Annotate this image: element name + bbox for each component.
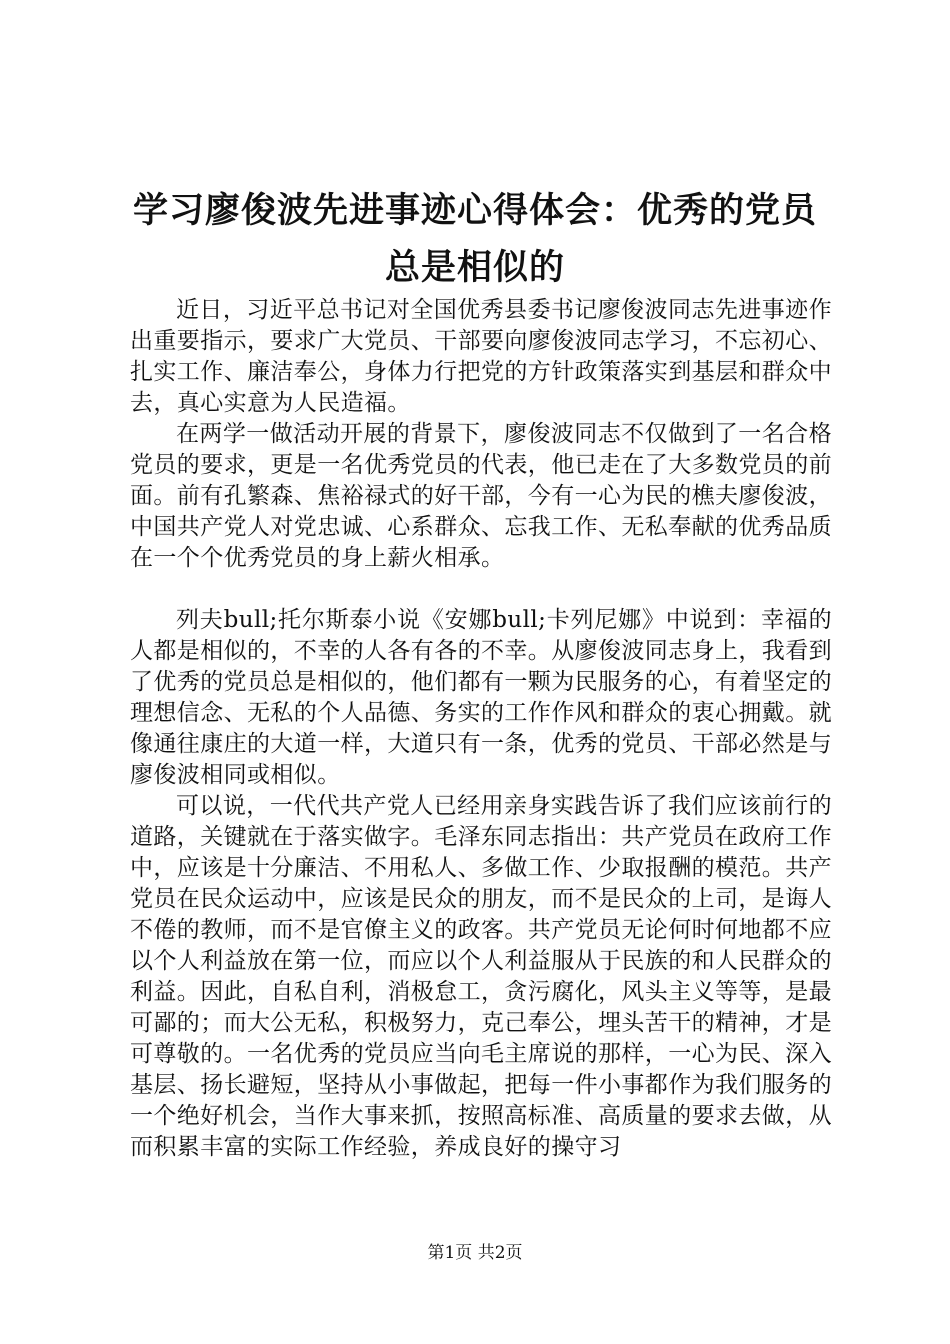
paragraph: 可以说，一代代共产党人已经用亲身实践告诉了我们应该前行的道路，关键就在于落实做字。毛泽东同志指出：共产党员在政府工作中，应该是十分廉洁、不用私人、多做工作、少取报酬的模范。共产党员在民众运动中，应该是民众的朋友，而不是民众的上司，是诲人不倦的教师，而不是官僚主义的政客。共产党员无论何时何地都不应以个人利益放在第一位，而应以个人利益服从于民族的和人民群众的利益。因此，自私自利，消极怠工，贪污腐化，风头主义等等，是最可鄙的；而大公无私，积极努力，克己奉公，埋头苦干的精神，才是可尊敬的。一名优秀的党员应当向毛主席说的那样，一心为民、深入基层、扬长避短，坚持从小事做起，把每一件小事都作为我们服务的一个绝好机会，当作大事来抓，按照高标准、高质量的要求去做，从而积累丰富的实际工作经验，养成良好的操守习 [130, 793, 832, 1160]
document-title: 学习廖俊波先进事迹心得体会：优秀的党员总是相似的 [132, 190, 817, 288]
paragraph: 近日，习近平总书记对全国优秀县委书记廖俊波同志先进事迹作出重要指示，要求广大党员、干部要向廖俊波同志学习，不忘初心、扎实工作、廉洁奉公，身体力行把党的方针政策落实到基层和群众中去，真心实意为人民造福。 [130, 297, 832, 416]
paragraph: 列夫bull;托尔斯泰小说《安娜bull;卡列尼娜》中说到：幸福的人都是相似的，不幸的人各有各的不幸。从廖俊波同志身上，我看到了优秀的党员总是相似的，他们都有一颗为民服务的心，有着坚定的理想信念、无私的个人品德、务实的工作作风和群众的衷心拥戴。就像通往康庄的大道一样，大道只有一条，优秀的党员、干部必然是与廖俊波相同或相似。 [130, 607, 832, 788]
paragraph: 在两学一做活动开展的背景下，廖俊波同志不仅做到了一名合格党员的要求，更是一名优秀党员的代表，他已走在了大多数党员的前面。前有孔繁森、焦裕禄式的好干部，今有一心为民的樵夫廖俊波，中国共产党人对党忠诚、心系群众、忘我工作、无私奉献的优秀品质在一个个优秀党员的身上薪火相承。 [130, 421, 832, 571]
page-number-footer: 第1页 共2页 [427, 1243, 523, 1263]
document-body [130, 295, 832, 1163]
